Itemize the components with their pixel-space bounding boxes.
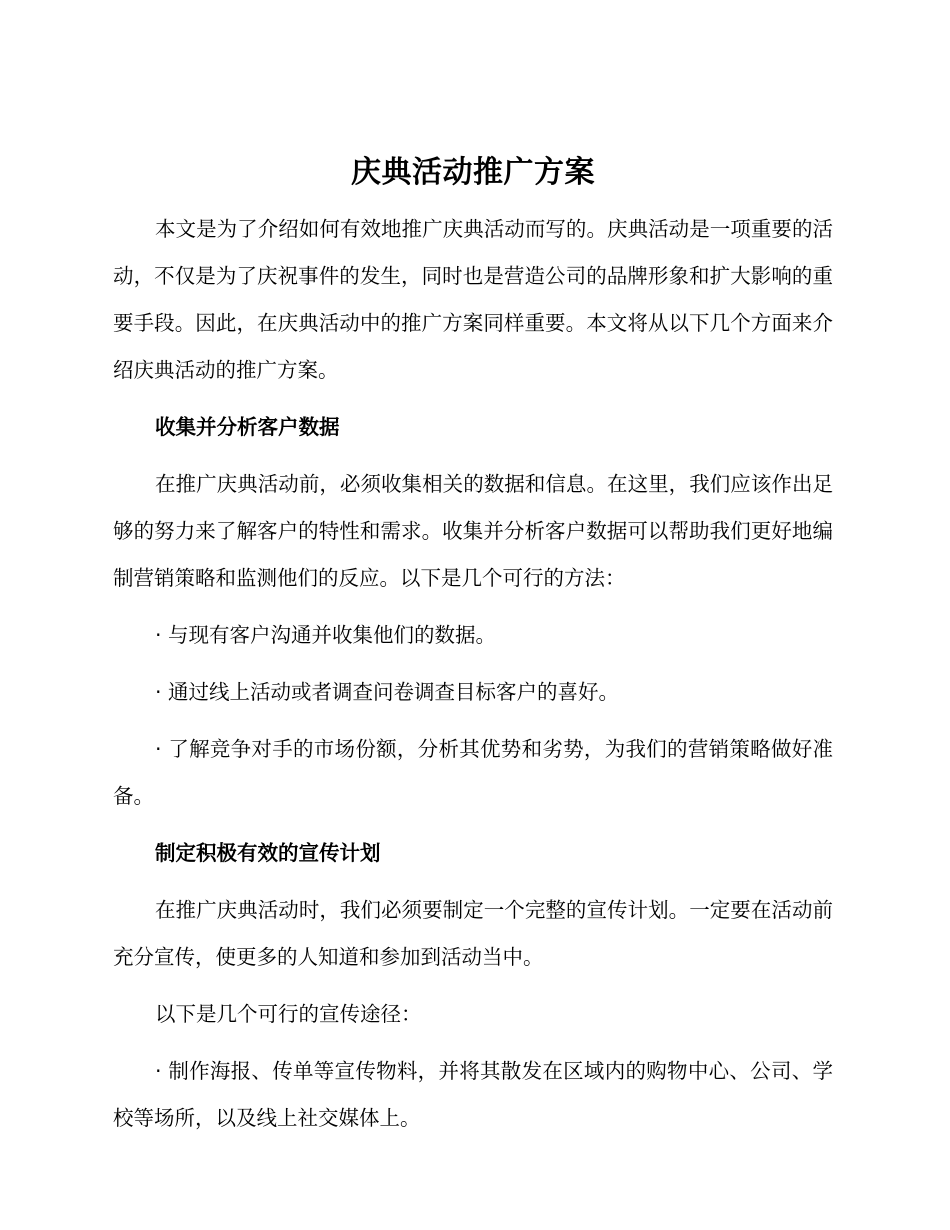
document-body: [113, 148, 833, 1152]
section-heading: 制定积极有效的宣传计划: [155, 841, 381, 865]
page-title: 庆典活动推广方案: [351, 155, 595, 190]
bullet-item: · 与现有客户沟通并收集他们的数据。: [155, 623, 497, 647]
intro-paragraph: 本文是为了介绍如何有效地推广庆典活动而写的。庆典活动是一项重要的活动，不仅是为了庆祝事件的发生，同时也是营造公司的品牌形象和扩大影响的重要手段。因此，在庆典活动中的推广方案同样重要。本文将从以下几个方面来介绍庆典活动的推广方案。: [113, 217, 833, 382]
body-paragraph: 以下是几个可行的宣传途径：: [155, 1002, 422, 1026]
section-heading: 收集并分析客户数据: [155, 415, 340, 439]
body-paragraph: 在推广庆典活动时，我们必须要制定一个完整的宣传计划。一定要在活动前充分宣传，使更多的人知道和参加到活动当中。: [113, 898, 833, 969]
bullet-item: · 了解竞争对手的市场份额，分析其优势和劣势，为我们的营销策略做好准备。: [113, 737, 833, 808]
bullet-item: · 通过线上活动或者调查问卷调查目标客户的喜好。: [155, 680, 620, 704]
body-paragraph: 在推广庆典活动前，必须收集相关的数据和信息。在这里，我们应该作出足够的努力来了解客户的特性和需求。收集并分析客户数据可以帮助我们更好地编制营销策略和监测他们的反应。以下是几个可行的方法：: [113, 472, 833, 590]
bullet-item: · 制作海报、传单等宣传物料，并将其散发在区域内的购物中心、公司、学校等场所，以及线上社交媒体上。: [113, 1059, 833, 1130]
